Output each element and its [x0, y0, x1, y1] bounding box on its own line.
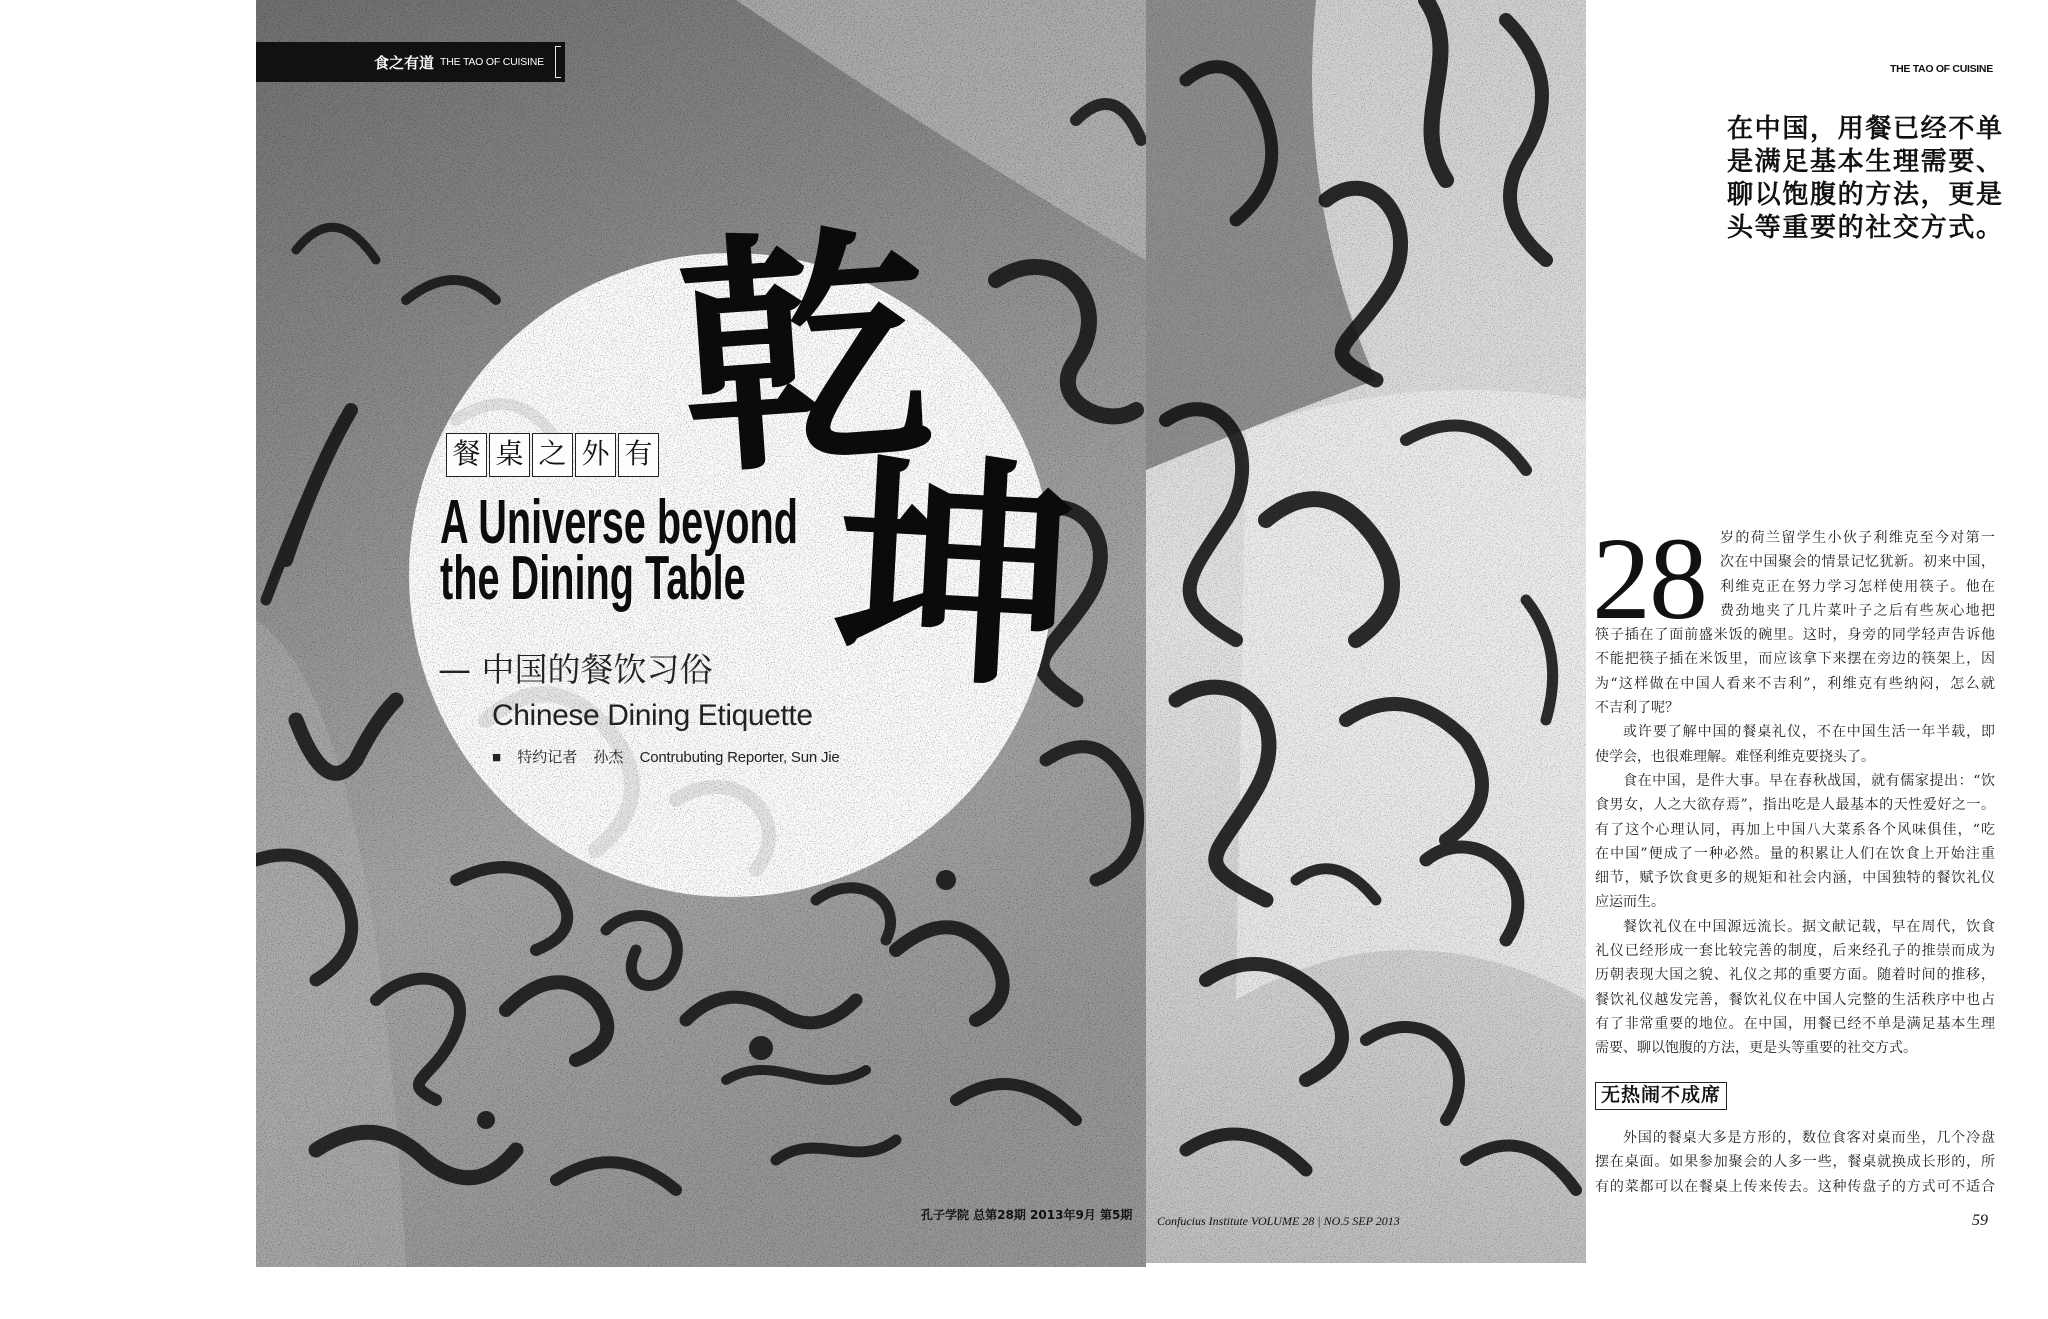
right-page-photo [1146, 0, 1586, 1263]
body-line: 食男女，人之大欲存焉”，指出吃是人最基本的天性爱好之一。 [1595, 797, 1995, 814]
article-body-continued [1595, 1126, 1995, 1199]
byline-role: 特约记者 [517, 749, 578, 766]
section-name-cn: 食之有道 [374, 53, 435, 72]
body-line: 筷子插在了面前盛米饭的碗里。这时，身旁的同学轻声告诉他 [1595, 627, 1995, 644]
pull-quote-line: 是满足基本生理需要、 [1727, 147, 2002, 177]
page-number: 59 [1972, 1212, 1988, 1229]
body-paragraph [1595, 915, 1995, 1061]
body-line: 有了这个心理认同，再加上中国八大菜系各个风味俱佳，“吃 [1595, 821, 1995, 838]
article-title-line: the Dining Table [440, 544, 746, 613]
drop-cap: 28 [1592, 513, 1706, 644]
body-paragraph [1595, 720, 1995, 769]
byline-bullet: ■ [492, 749, 502, 766]
body-line: 餐饮礼仪越发完善，餐饮礼仪在中国人完整的生活秩序中也占 [1595, 991, 1995, 1008]
article-title-en [440, 488, 798, 613]
boxed-title-char: 桌 [489, 433, 530, 477]
right-page-footer: Confucius Institute VOLUME 28 | NO.5 SEP 2013 [1157, 1214, 1400, 1228]
body-paragraph [1595, 769, 1995, 915]
byline-name: 孙杰 [593, 749, 624, 766]
body-line: 细节，赋予饮食更多的规矩和社会内涵，中国独特的餐饮礼仪 [1595, 870, 1995, 887]
body-line: 食在中国，是件大事。早在春秋战国，就有儒家提出：“饮 [1623, 772, 1995, 789]
calligraphy-character-kun: 坤 [827, 427, 1083, 723]
body-line: 或许要了解中国的餐桌礼仪，不在中国生活一年半载，即 [1623, 724, 1995, 741]
body-line: 不吉利了呢？ [1595, 700, 1679, 717]
boxed-title-char: 有 [618, 433, 659, 477]
byline-en: Contrubuting Reporter, Sun Jie [639, 749, 840, 766]
body-line: 历朝表现大国之貌、礼仪之邦的重要方面。随着时间的推移， [1595, 967, 1995, 984]
body-line: 利维克正在努力学习怎样使用筷子。他在 [1720, 578, 1995, 595]
calligraphy-character-qian: 乾 [670, 197, 940, 509]
body-line: 岁的荷兰留学生小伙子利维克至今对第一 [1720, 530, 1995, 546]
body-line: 需要、聊以饱腹的方法，更是头等重要的社交方式。 [1595, 1040, 1917, 1057]
body-line: 有了非常重要的地位。在中国，用餐已经不单是满足基本生理 [1595, 1015, 1995, 1032]
section-heading: 无热闹不成席 [1595, 1082, 1727, 1110]
calligraphy-background [1146, 0, 1586, 1263]
pull-quote-line: 头等重要的社交方式。 [1727, 213, 2002, 243]
tab-end-frame [555, 46, 561, 78]
body-line: 为“这样做在中国人看来不吉利”，利维克有些纳闷，怎么就 [1595, 675, 1995, 692]
body-line: 不能把筷子插在米饭里，而应该拿下来摆在旁边的筷架上，因 [1595, 651, 1995, 668]
running-header: THE TAO OF CUISINE [1890, 63, 1993, 75]
boxed-title-char: 餐 [446, 433, 487, 477]
left-page-footer: 孔子学院 总第28期 2013年9月 第5期 [921, 1208, 1133, 1222]
body-paragraph [1595, 526, 1995, 720]
body-line: 外国的餐桌大多是方形的，数位食客对桌而坐，几个冷盘 [1623, 1130, 1995, 1146]
pull-quote-line: 在中国，用餐已经不单 [1727, 114, 2002, 144]
body-line: 次在中国聚会的情景记忆犹新。初来中国， [1720, 554, 1995, 571]
body-line: 费劲地夹了几片菜叶子之后有些灰心地把 [1720, 602, 1995, 619]
subtitle-en: Chinese Dining Etiquette [492, 699, 813, 732]
body-line: 在中国”便成了一种必然。量的积累让人们在饮食上开始注重 [1595, 845, 1995, 862]
section-name-en: THE TAO OF CUISINE [440, 56, 544, 68]
body-line: 摆在桌面。如果参加聚会的人多一些，餐桌就换成长形的，所 [1595, 1154, 1995, 1171]
boxed-title-char: 外 [575, 433, 616, 477]
body-paragraph [1595, 1126, 1995, 1199]
body-line: 礼仪已经形成一套比较完善的制度，后来经孔子的推崇而成为 [1595, 943, 1995, 960]
section-header-tab [256, 42, 565, 82]
pull-quote [1727, 113, 2002, 245]
subtitle-cn: — 中国的餐饮习俗 [438, 650, 713, 689]
body-line: 应运而生。 [1595, 894, 1665, 911]
article-body [1595, 526, 1995, 1061]
pull-quote-line: 聊以饱腹的方法，更是 [1727, 180, 2002, 210]
boxed-title-char: 之 [532, 433, 573, 477]
body-line: 使学会，也很难理解。难怪利维克要挠头了。 [1595, 748, 1875, 765]
byline [492, 748, 840, 768]
article-title-line: A Universe beyond [440, 488, 798, 557]
boxed-title-cn [446, 433, 659, 477]
body-line: 餐饮礼仪在中国源远流长。据文献记载，早在周代，饮食 [1623, 918, 1995, 935]
body-line: 有的菜都可以在餐桌上传来传去。这种传盘子的方式可不适合 [1595, 1178, 1995, 1195]
